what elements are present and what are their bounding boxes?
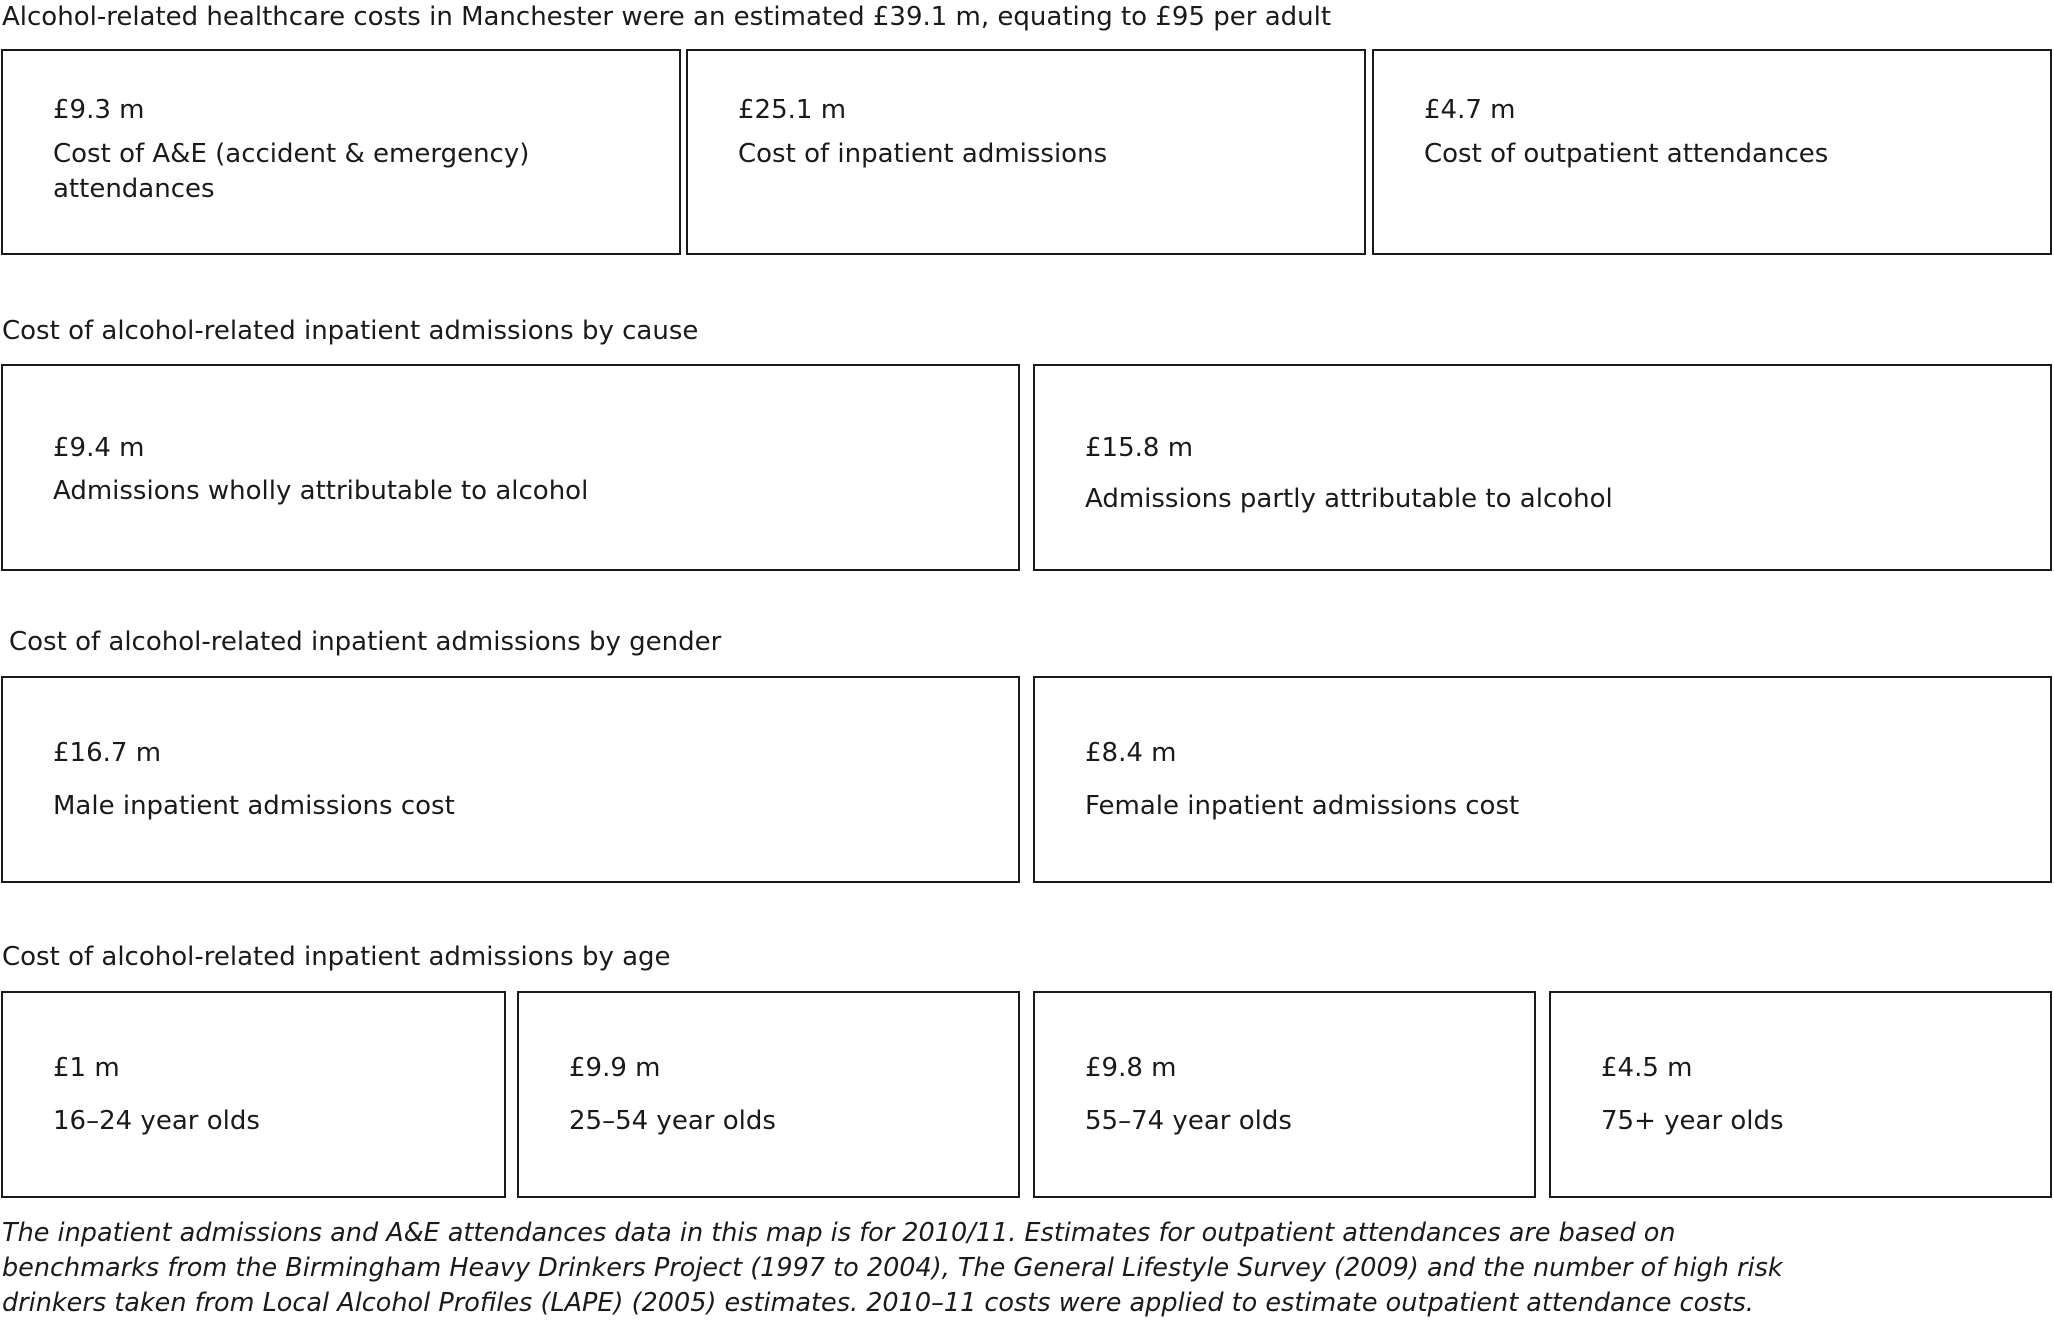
cost-box-inpatient (686, 49, 1366, 255)
age-label: 25–54 year olds (569, 1106, 776, 1136)
cause-box-partly (1033, 364, 2052, 571)
age-box-16-24 (1, 991, 506, 1198)
age-label: 55–74 year olds (1085, 1106, 1292, 1136)
cost-label: Cost of inpatient admissions (738, 139, 1108, 169)
age-amount: £9.8 m (1085, 1053, 1177, 1083)
cause-heading: Cost of alcohol-related inpatient admissions by cause (2, 316, 699, 346)
age-box-75-plus (1549, 991, 2052, 1198)
overview-heading: Alcohol-related healthcare costs in Manchester were an estimated £39.1 m, equating to £95 per adult (2, 2, 1332, 32)
age-label: 75+ year olds (1601, 1106, 1784, 1136)
footnote-line: drinkers taken from Local Alcohol Profiles (LAPE) (2005) estimates. 2010–11 costs were applied to estimate outpatient attendance costs. (2, 1288, 1754, 1318)
cost-box-outpatient (1372, 49, 2052, 255)
gender-box-male (1, 676, 1020, 883)
age-label: 16–24 year olds (53, 1106, 260, 1136)
cause-label: Admissions wholly attributable to alcohol (53, 476, 589, 506)
gender-amount: £16.7 m (53, 738, 162, 768)
cost-label: Cost of outpatient attendances (1424, 139, 1829, 169)
gender-label: Male inpatient admissions cost (53, 791, 455, 821)
age-heading: Cost of alcohol-related inpatient admissions by age (2, 942, 671, 972)
cause-amount: £9.4 m (53, 433, 145, 463)
cost-amount: £9.3 m (53, 95, 145, 125)
age-amount: £9.9 m (569, 1053, 661, 1083)
gender-box-female (1033, 676, 2052, 883)
age-box-55-74 (1033, 991, 1536, 1198)
cause-label: Admissions partly attributable to alcohol (1085, 484, 1613, 514)
gender-amount: £8.4 m (1085, 738, 1177, 768)
gender-heading: Cost of alcohol-related inpatient admissions by gender (9, 627, 722, 657)
gender-label: Female inpatient admissions cost (1085, 791, 1520, 821)
footnote (2, 1216, 1783, 1321)
age-amount: £1 m (53, 1053, 120, 1083)
footnote-line: benchmarks from the Birmingham Heavy Drinkers Project (1997 to 2004), The General Lifestyle Survey (2009) and the number of high risk (2, 1253, 1783, 1283)
age-box-25-54 (517, 991, 1020, 1198)
cause-amount: £15.8 m (1085, 433, 1194, 463)
cost-box-ae (1, 49, 681, 255)
footnote-line: The inpatient admissions and A&E attendances data in this map is for 2010/11. Estimates for outpatient attendances are based on (2, 1218, 1676, 1248)
age-amount: £4.5 m (1601, 1053, 1693, 1083)
cost-label: Cost of A&E (accident & emergency) attendances (53, 139, 530, 204)
cause-box-wholly (1, 364, 1020, 571)
cost-amount: £25.1 m (738, 95, 847, 125)
cost-amount: £4.7 m (1424, 95, 1516, 125)
